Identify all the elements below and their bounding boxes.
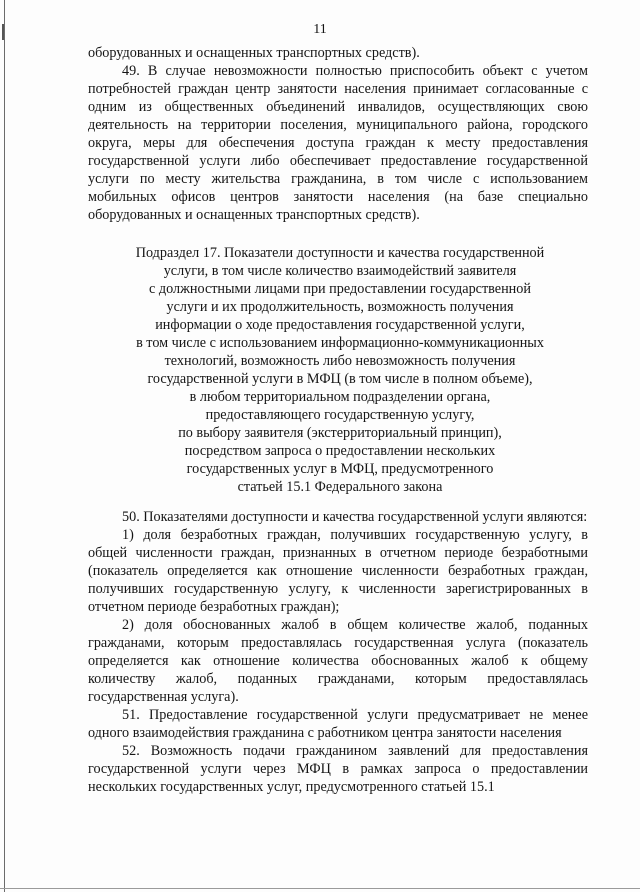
paragraph-continuation: оборудованных и оснащенных транспортных средств). (88, 45, 420, 61)
scan-bottom-edge (0, 888, 640, 889)
list-item-1: 1) доля безработных граждан, получивших государственную услугу, в общей численности граждан, признанных в отчетном периоде безработными (показатель определяется как отношение численности безработных граждан, получивших государственную услугу, к численности зарегистрированных в отчетном периоде безработных граждан); (88, 527, 588, 615)
page-number: 11 (313, 22, 327, 37)
bottom-text-block (88, 508, 588, 796)
paragraph-49: 49. В случае невозможности полностью приспособить объект с учетом потребностей граждан центр занятости населения принимает согласованные с одним из общественных объединений инвалидов, осуществляющих свою деятельность на территории поселения, муниципального района, городского округа, меры для обеспечения доступа граждан к месту предоставления государственной услуги либо обеспечивает предоставление государственной услуги по месту жительства гражданина, в том числе с использованием мобильных офисов центров занятости населения (на базе специально оборудованных и оснащенных транспортных средств). (88, 63, 588, 223)
heading-line: услуги, в том числе количество взаимодействий заявителя (163, 263, 517, 279)
heading-line: технологий, возможность либо невозможность получения (164, 353, 516, 369)
heading-line: по выбору заявителя (экстерриториальный принцип), (178, 425, 502, 441)
list-item-2: 2) доля обоснованных жалоб в общем количестве жалоб, поданных гражданами, которым предоставлялась государственная услуга (показатель определяется как отношение количества обоснованных жалоб к общему количеству жалоб, поданных гражданами, которым предоставлялась государственная услуга). (88, 617, 588, 705)
paragraph-51: 51. Предоставление государственной услуги предусматривает не менее одного взаимодействия гражданина с работником центра занятости населения (88, 707, 588, 741)
subsection-heading (100, 244, 580, 496)
heading-line: в том числе с использованием информационно-коммуникационных (136, 335, 544, 351)
top-text-block (88, 44, 588, 224)
heading-line: статьей 15.1 Федерального закона (237, 479, 443, 495)
heading-line: с должностными лицами при предоставлении государственной (149, 281, 531, 297)
heading-line: посредством запроса о предоставлении нескольких (184, 443, 496, 459)
heading-line: государственной услуги в МФЦ (в том числе в полном объеме), (147, 371, 533, 387)
paragraph-50: 50. Показателями доступности и качества государственной услуги являются: (122, 509, 588, 525)
heading-line: в любом территориальном подразделении органа, (189, 389, 491, 405)
paragraph-52: 52. Возможность подачи гражданином заявлений для предоставления государственной услуги через МФЦ в рамках запроса о предоставлении нескольких государственных услуг, предусмотренного статьей 15.1 (88, 743, 588, 795)
scan-left-edge (4, 0, 5, 892)
heading-line: Подраздел 17. Показатели доступности и качества государственной (135, 245, 545, 261)
heading-line: предоставляющего государственную услугу, (205, 407, 475, 423)
heading-line: услуги и их продолжительность, возможность получения (166, 299, 514, 315)
heading-line: информации о ходе предоставления государственной услуги, (155, 317, 525, 333)
heading-line: государственных услуг в МФЦ, предусмотренного (186, 461, 494, 477)
